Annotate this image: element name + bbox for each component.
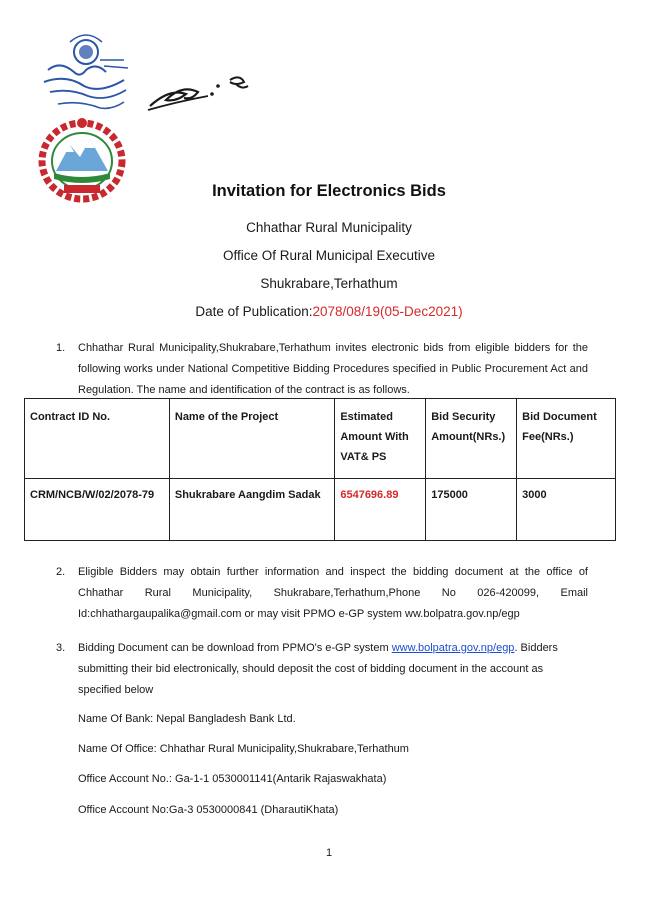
cell-bid-security: 175000 (426, 479, 517, 541)
cell-contract-id: CRM/NCB/W/02/2078-79 (25, 479, 170, 541)
paragraph-text-before: Bidding Document can be download from PPMO's e-GP system (78, 642, 392, 654)
publication-date-value: 2078/08/19(05-Dec2021) (312, 304, 463, 319)
header-estimated-amount: Estimated Amount With VAT& PS (335, 399, 426, 479)
cell-bid-document-fee: 3000 (517, 479, 616, 541)
handwritten-signature-icon (146, 72, 258, 112)
header-project-name: Name of the Project (169, 399, 334, 479)
paragraph-number: 2. (56, 566, 66, 578)
cell-project-name: Shukrabare Aangdim Sadak (169, 479, 334, 541)
contract-table (24, 398, 616, 541)
egp-link[interactable]: www.bolpatra.gov.np/egp (391, 642, 515, 654)
municipality-seal-stamp-icon (40, 30, 132, 112)
header-bid-security: Bid Security Amount(NRs.) (426, 399, 517, 479)
paragraph-text: Eligible Bidders may obtain further information and inspect the bidding document at the office of Chhathar Rural Municipality, Shukrabare,Terhathum,Phone No 026-420099, Email Id:chhathargaupalika@gmail.com or may visit PPMO e-GP system ww.bolpatra.gov.np/egp (78, 566, 588, 620)
publication-date-label: Date of Publication: (195, 304, 313, 319)
paragraph-text: Chhathar Rural Municipality,Shukrabare,Terhathum invites electronic bids from eligible bidders for the following works under National Competitive Bidding Procedures specified in Public Procurement Act and Regulation. The name and identification of the contract is as follows. (78, 342, 588, 396)
header-bid-document-fee: Bid Document Fee(NRs.) (517, 399, 616, 479)
header-contract-id: Contract ID No. (25, 399, 170, 479)
paragraph-number: 3. (56, 642, 66, 654)
paragraph-2 (56, 562, 588, 625)
publication-date (0, 304, 658, 319)
location: Shukrabare,Terhathum (260, 276, 398, 291)
paragraph-number: 1. (56, 342, 66, 354)
office-account-1: Office Account No.: Ga-1-1 0530001141(Antarik Rajaswakhata) (78, 773, 387, 785)
municipality-name: Chhathar Rural Municipality (246, 220, 412, 235)
office-account-2: Office Account No:Ga-3 0530000841 (DharautiKhata) (78, 804, 339, 816)
paragraph-1 (56, 338, 588, 401)
paragraph-text (78, 638, 588, 701)
office-name: Office Of Rural Municipal Executive (222, 248, 436, 263)
table-row (25, 479, 616, 541)
table-header-row (25, 399, 616, 479)
page-number: 1 (325, 847, 333, 859)
office-name-detail: Name Of Office: Chhathar Rural Municipality,Shukrabare,Terhathum (78, 743, 409, 755)
paragraph-3 (56, 638, 588, 701)
cell-estimated-amount: 6547696.89 (335, 479, 426, 541)
paragraph-text-after: . Bidders submitting their bid electronically, should deposit the cost of bidding document in the account as specified below (78, 642, 558, 696)
bank-name: Name Of Bank: Nepal Bangladesh Bank Ltd. (78, 713, 296, 725)
document-title: Invitation for Electronics Bids (212, 182, 446, 200)
